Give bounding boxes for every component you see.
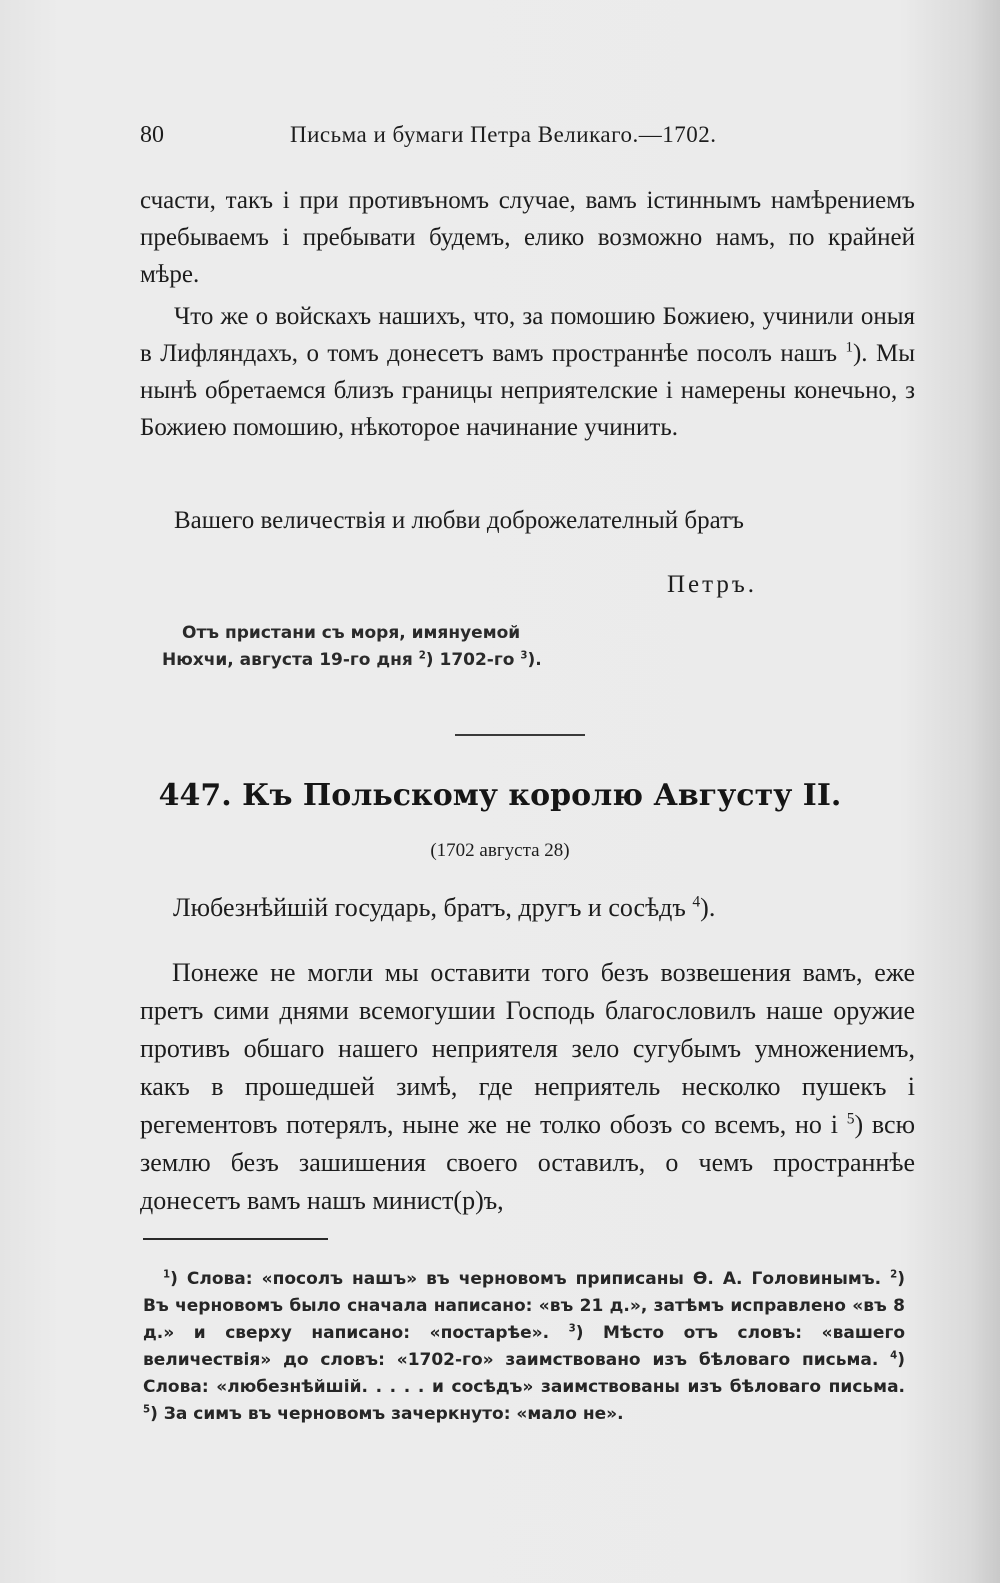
dateline-text: ). bbox=[527, 650, 542, 670]
footnote-3: ) Мѣсто отъ словъ: «вашего величествія» до словъ: «1702-го» заимствовано изъ бѣловаго письма. bbox=[143, 1323, 906, 1370]
footnote-1: ) Слова: «посолъ нашъ» въ черновомъ приписаны Ѳ. А. Головинымъ. bbox=[170, 1269, 891, 1289]
paragraph-text: Понеже не могли мы оставити того безъ возвешения вамъ, еже претъ сими днями всемогушии Господь благословилъ наше оружие противъ обшаго нашего неприятеля зело сугубымъ умножениемъ, какъ в прошедшей зимѣ, где неприятель несколко пушекъ і регементовъ потерялъ, ныне же не толко обозъ со всемъ, но і bbox=[140, 958, 915, 1139]
letter-closing: Вашего величествія и любви доброжелателный братъ bbox=[174, 507, 744, 534]
footnote-ref-4: 4 bbox=[692, 893, 701, 911]
letter-447-heading: 447. Къ Польскому королю Августу II. bbox=[158, 778, 842, 813]
footnote-rule bbox=[143, 1238, 328, 1240]
paragraph-text: ) всю землю безъ зашишения своего оставилъ, о чемъ пространнѣе донесетъ вамъ нашъ минист(р)ъ, bbox=[140, 1110, 915, 1215]
footnote-4: ) Слова: «любезнѣйшій. . . . . и сосѣдъ» заимствованы изъ бѣловаго письма. bbox=[143, 1350, 905, 1397]
letter-447-paragraph bbox=[140, 954, 915, 1220]
footnote-ref-2: 2 bbox=[418, 650, 426, 662]
footnote-mark-4: 4 bbox=[890, 1350, 898, 1362]
paragraph-text: ). Мы нынѣ обретаемся близъ границы неприятелские і намерены конечьно, з Божиею помошию, нѣкоторое начинание учинить. bbox=[140, 340, 915, 441]
dateline-line-1: Отъ пристани съ моря, имянуемой bbox=[182, 623, 521, 643]
running-title: Письма и бумаги Петра Великаго.—1702. bbox=[290, 122, 717, 147]
page-number: 80 bbox=[140, 122, 164, 148]
paragraph-text: Что же о войскахъ нашихъ, что, за помошию Божиею, учинили оныя в Лифляндахъ, о томъ донесетъ вамъ пространнѣе посолъ нашъ bbox=[140, 303, 915, 367]
footnote-5: ) За симъ въ черновомъ зачеркнуто: «мало не». bbox=[150, 1404, 624, 1424]
letter-447-date: (1702 августа 28) bbox=[430, 840, 570, 861]
dateline-text: ) 1702-го bbox=[425, 650, 521, 670]
footnote-mark-5: 5 bbox=[143, 1404, 151, 1416]
letter-447-salutation bbox=[173, 893, 715, 923]
dateline-text: Нюхчи, августа 19-го дня bbox=[162, 650, 419, 670]
section-divider bbox=[455, 734, 585, 736]
footnote-mark-2: 2 bbox=[890, 1269, 898, 1281]
footnotes bbox=[143, 1266, 905, 1428]
letter-446-paragraph-1: счасти, такъ і при противъномъ случае, вамъ істиннымъ намѣрениемъ пребываемъ і пребывати будемъ, елико возможно намъ, по крайней мѣре. bbox=[140, 187, 915, 288]
page-header bbox=[140, 122, 760, 158]
letter-446-paragraph-2 bbox=[140, 298, 915, 446]
salutation-end: ). bbox=[700, 893, 716, 922]
letter-dateline bbox=[162, 620, 542, 674]
footnote-ref-3: 3 bbox=[520, 650, 528, 662]
signature: Петръ. bbox=[667, 571, 758, 598]
footnote-mark-3: 3 bbox=[568, 1323, 576, 1335]
salutation-text: Любезнѣйшій государь, братъ, другъ и сосѣдъ bbox=[173, 893, 693, 922]
footnote-mark-1: 1 bbox=[163, 1269, 171, 1281]
footnote-2: ) Въ черновомъ было сначала написано: «въ 21 д.», затѣмъ исправлено «въ 8 д.» и сверху написано: «постарѣе». bbox=[143, 1269, 905, 1343]
footnote-ref-5: 5 bbox=[846, 1110, 855, 1128]
dateline-line-2 bbox=[162, 650, 542, 670]
footnote-ref-1: 1 bbox=[845, 339, 853, 356]
